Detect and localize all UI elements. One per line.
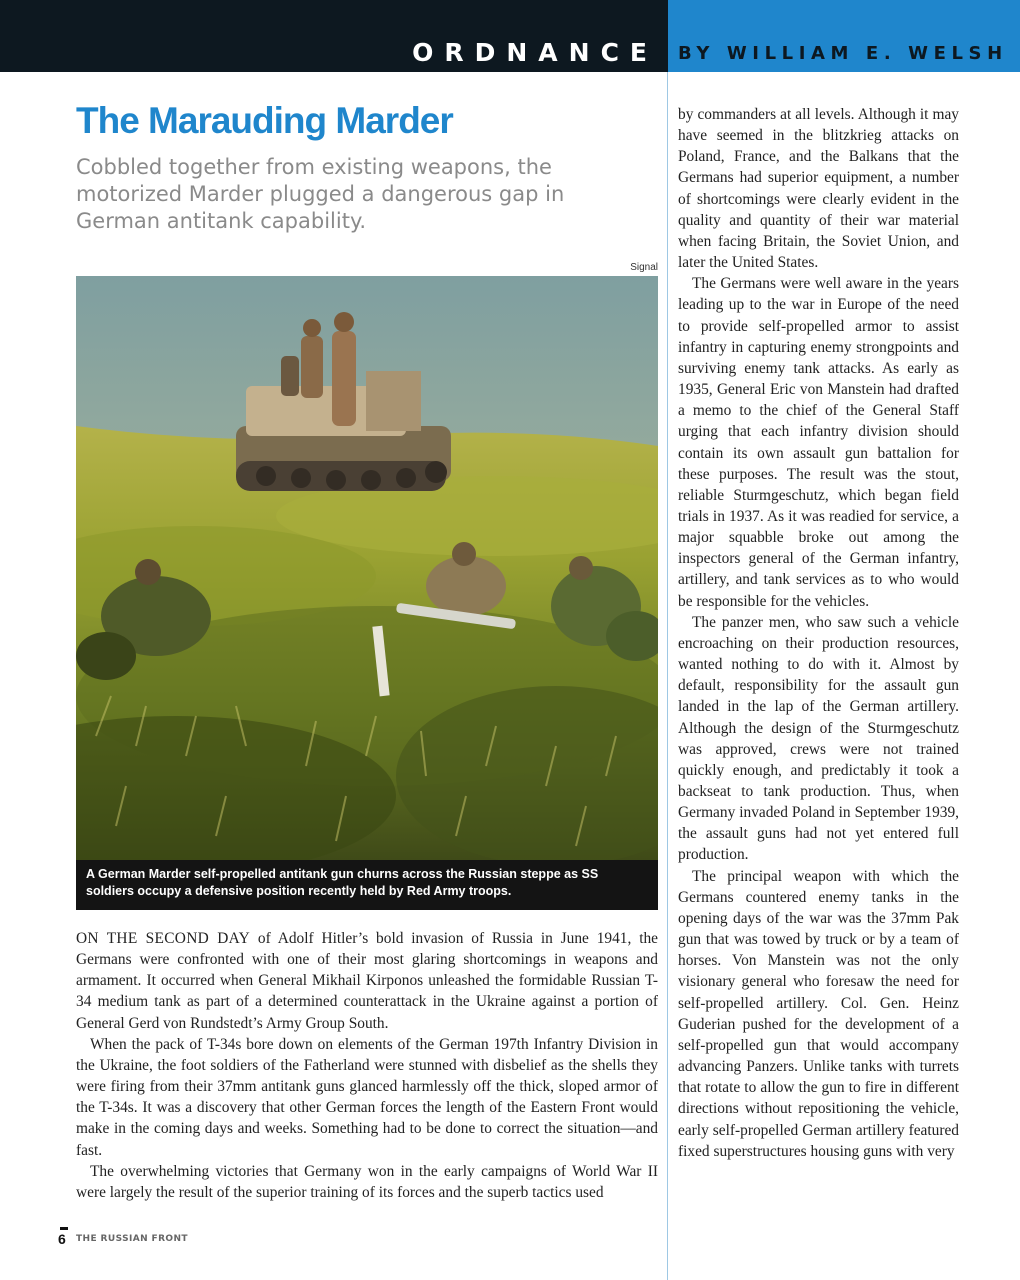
- paragraph-3-start: The overwhelming victories that Germany won in the early campaigns of World War II were largely the result of the superior training of its forces and the superb tactics used: [76, 1162, 658, 1201]
- section-label: ORDNANCE: [412, 38, 658, 67]
- body-column-right: [678, 104, 959, 1162]
- body-column-left: [76, 928, 658, 1203]
- paragraph-5: The panzer men, who saw such a vehicle encroaching on their production resources, wanted nothing to do with it. Almost by default, responsibility for the assault gun landed in the lap of the German artillery. Although the design of the Sturmgeschutz was approved, crews were not trained quickly enough, and predictably it took a backseat to tank production. Thus, when Germany invaded Poland in September 1939, the assault guns had not yet entered full production.: [678, 613, 959, 864]
- paragraph-1-text: of Adolf Hitler’s bold invasion of Russia in June 1941, the Germans were confronted with one of their most glaring shortcomings in weapons and armament. It occurred when General Mikhail Kirponos unleashed the formidable Russian T-34 medium tank as part of a determined counterattack in the Ukraine against a portion of General Gerd von Rundstedt’s Army Group South.: [76, 930, 659, 1032]
- photo-caption: A German Marder self-propelled antitank gun churns across the Russian steppe as SS soldiers occupy a defensive position recently held by Red Army troops.: [76, 860, 658, 910]
- paragraph-2: When the pack of T-34s bore down on elements of the German 197th Infantry Division in the Ukraine, the foot soldiers of the Fatherland were stunned with disbelief as the shells they were firing from their 37mm antitank guns glanced harmlessly off the thick, sloped armor of the T-34s. It was a discovery that other German forces the length of the Eastern Front would make in the coming days and weeks. Something had to be done to correct the situation—and fast.: [76, 1035, 658, 1159]
- page-number: 6: [58, 1231, 66, 1247]
- photo-credit: Signal: [630, 262, 658, 273]
- paragraph-4: The Germans were well aware in the years leading up to the war in Europe of the need to provide self-propelled armor to assist infantry in capturing enemy strongpoints and surviving enemy tank attacks. As early as 1935, General Eric von Manstein had drafted a memo to the chief of the General Staff urging that each infantry division should contain its own assault gun battalion for these purposes. The result was the stout, reliable Sturmgeschutz, which began field trials in 1937. As it was readied for service, a major squabble broke out among the inspectors general of the German infantry, artillery, and tank services as to who would be responsible for the vehicles.: [678, 275, 959, 610]
- marder-photo: [76, 276, 658, 860]
- article-title: The Marauding Marder: [76, 100, 453, 141]
- paragraph-6: The principal weapon with which the Germans countered enemy tanks in the opening days of the war was the 37mm Pak gun that was towed by truck or by a team of horses. Von Manstein was not the only visionary general who foresaw the need for self-propelled artillery. Col. Gen. Heinz Guderian pushed for the development of a self-propelled gun that would accompany advancing Panzers. Unlike tanks with turrets that rotate to allow the gun to fire in different directions without repositioning the vehicle, early self-propelled German artillery featured fixed superstructures housing guns with very: [678, 867, 959, 1160]
- lead-in: ON THE SECOND DAY: [76, 930, 251, 947]
- article-deck: Cobbled together from existing weapons, the motorized Marder plugged a dangerous gap in German antitank capability.: [76, 155, 565, 233]
- byline: BY WILLIAM E. WELSH: [678, 43, 1008, 64]
- paragraph-3-end: by commanders at all levels. Although it may have seemed in the blitzkrieg attacks on Poland, France, and the Balkans that the Germans had superior equipment, a number of shortcomings were clearly evident in the quality and quantity of their war material when facing Britain, the Soviet Union, and later the United States.: [678, 106, 959, 272]
- column-divider: [667, 72, 668, 1280]
- publication-name: THE RUSSIAN FRONT: [76, 1234, 188, 1244]
- paragraph-1: [76, 928, 658, 1034]
